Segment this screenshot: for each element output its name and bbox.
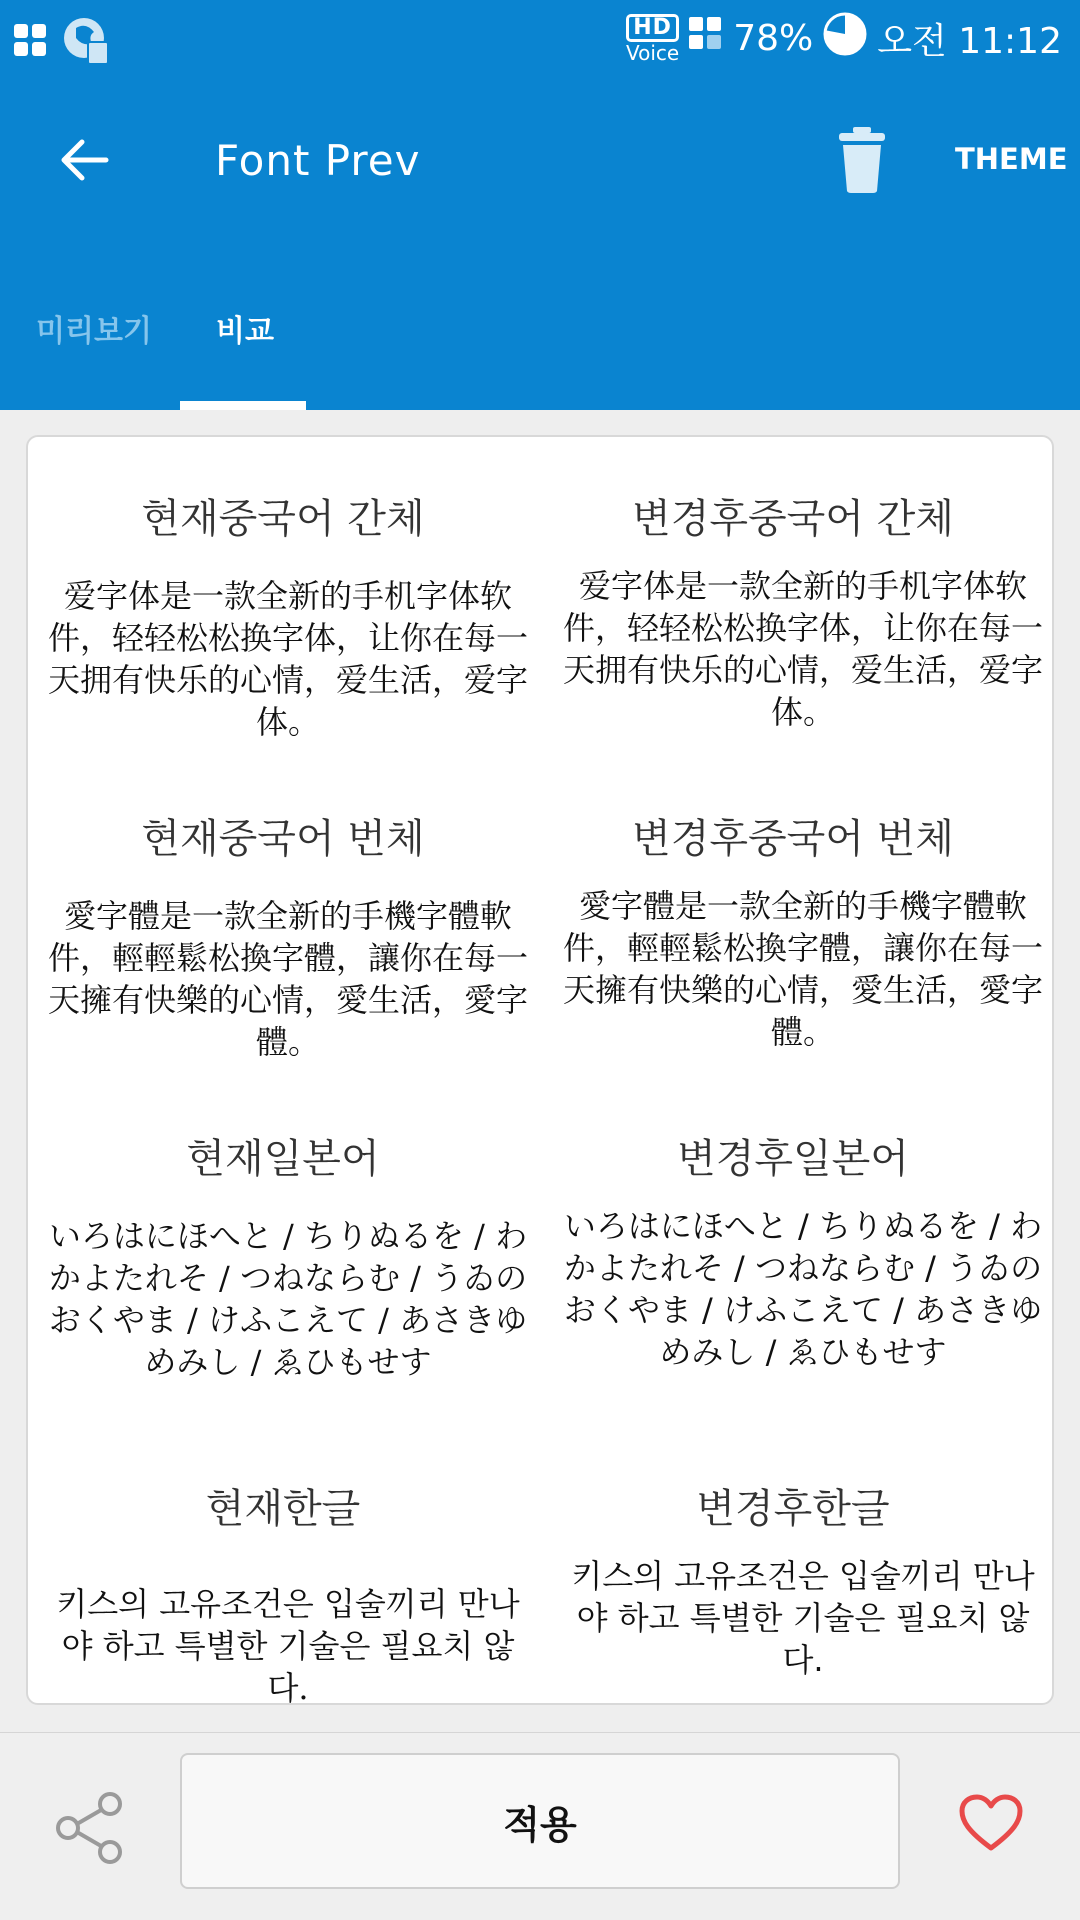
back-button[interactable] bbox=[52, 128, 116, 192]
changed-japanese-title: 변경후일본어 bbox=[677, 1136, 909, 1182]
clock: 오전 11:12 bbox=[877, 21, 1062, 62]
current-japanese-title: 현재일본어 bbox=[186, 1136, 380, 1182]
changed-korean-sample: 키스의 고유조건은 입술끼리 만나야 하고 특별한 기술은 필요치 않다. bbox=[571, 1557, 1035, 1679]
comparison-card bbox=[26, 435, 1054, 1705]
current-simplified-chinese-sample: 爱字体是一款全新的手机字体软件，轻轻松松换字体，让你在每一天拥有快乐的心情，爱生活，爱字体。 bbox=[48, 577, 529, 741]
changed-simplified-chinese-title: 변경후중국어 간체 bbox=[632, 496, 954, 542]
hd-badge-label: HD bbox=[626, 14, 679, 42]
changed-traditional-chinese-sample: 愛字體是一款全新的手機字體軟件，輕輕鬆松換字體，讓你在每一天擁有快樂的心情，愛生活，愛字體。 bbox=[563, 887, 1044, 1051]
theme-button[interactable]: THEME bbox=[955, 142, 1068, 176]
tab-preview[interactable]: 미리보기 bbox=[36, 314, 152, 349]
page-title: Font Prev bbox=[215, 136, 421, 185]
changed-japanese-sample: いろはにほへと / ちりぬるを / わかよたれそ / つねならむ / うゐのおくやま / けふこえて / あさきゆめみし / ゑひもせす bbox=[563, 1207, 1043, 1371]
phone-clean-icon bbox=[62, 14, 112, 70]
favorite-button[interactable] bbox=[958, 1793, 1024, 1853]
changed-simplified-chinese-sample: 爱字体是一款全新的手机字体软件，轻轻松松换字体，让你在每一天拥有快乐的心情，爱生活，爱字体。 bbox=[563, 567, 1044, 731]
tab-bar bbox=[0, 300, 1080, 410]
arrow-left-icon bbox=[58, 138, 110, 182]
active-tab-indicator bbox=[180, 401, 306, 410]
current-traditional-chinese-title: 현재중국어 번체 bbox=[141, 816, 425, 862]
share-icon bbox=[50, 1788, 130, 1868]
trash-icon bbox=[837, 125, 887, 195]
current-japanese-sample: いろはにほへと / ちりぬるを / わかよたれそ / つねならむ / うゐのおくやま / けふこえて / あさきゆめみし / ゑひもせす bbox=[48, 1217, 528, 1381]
current-simplified-chinese-title: 현재중국어 간체 bbox=[141, 496, 425, 542]
toolbar bbox=[0, 100, 1080, 220]
status-bar bbox=[0, 0, 1080, 80]
delete-button[interactable] bbox=[832, 118, 892, 202]
battery-percent: 78% bbox=[733, 18, 814, 59]
apply-button[interactable]: 적용 bbox=[180, 1753, 900, 1889]
current-korean-title: 현재한글 bbox=[205, 1486, 361, 1532]
signal-icon bbox=[689, 17, 723, 60]
apps-grid-icon bbox=[14, 24, 46, 60]
app-bar bbox=[0, 0, 1080, 410]
heart-outline-icon bbox=[958, 1793, 1024, 1853]
bottom-bar bbox=[0, 1732, 1080, 1920]
voice-label: Voice bbox=[626, 41, 680, 65]
battery-pie-icon bbox=[823, 12, 867, 65]
tab-compare[interactable]: 비교 bbox=[216, 314, 274, 349]
share-button[interactable] bbox=[50, 1788, 130, 1868]
changed-traditional-chinese-title: 변경후중국어 번체 bbox=[632, 816, 954, 862]
current-korean-sample: 키스의 고유조건은 입술끼리 만나야 하고 특별한 기술은 필요치 않다. bbox=[56, 1585, 520, 1707]
hd-voice-icon bbox=[626, 14, 679, 63]
current-traditional-chinese-sample: 愛字體是一款全新的手機字體軟件，輕輕鬆松換字體，讓你在每一天擁有快樂的心情，愛生活，愛字體。 bbox=[48, 897, 529, 1061]
changed-korean-title: 변경후한글 bbox=[696, 1486, 890, 1532]
